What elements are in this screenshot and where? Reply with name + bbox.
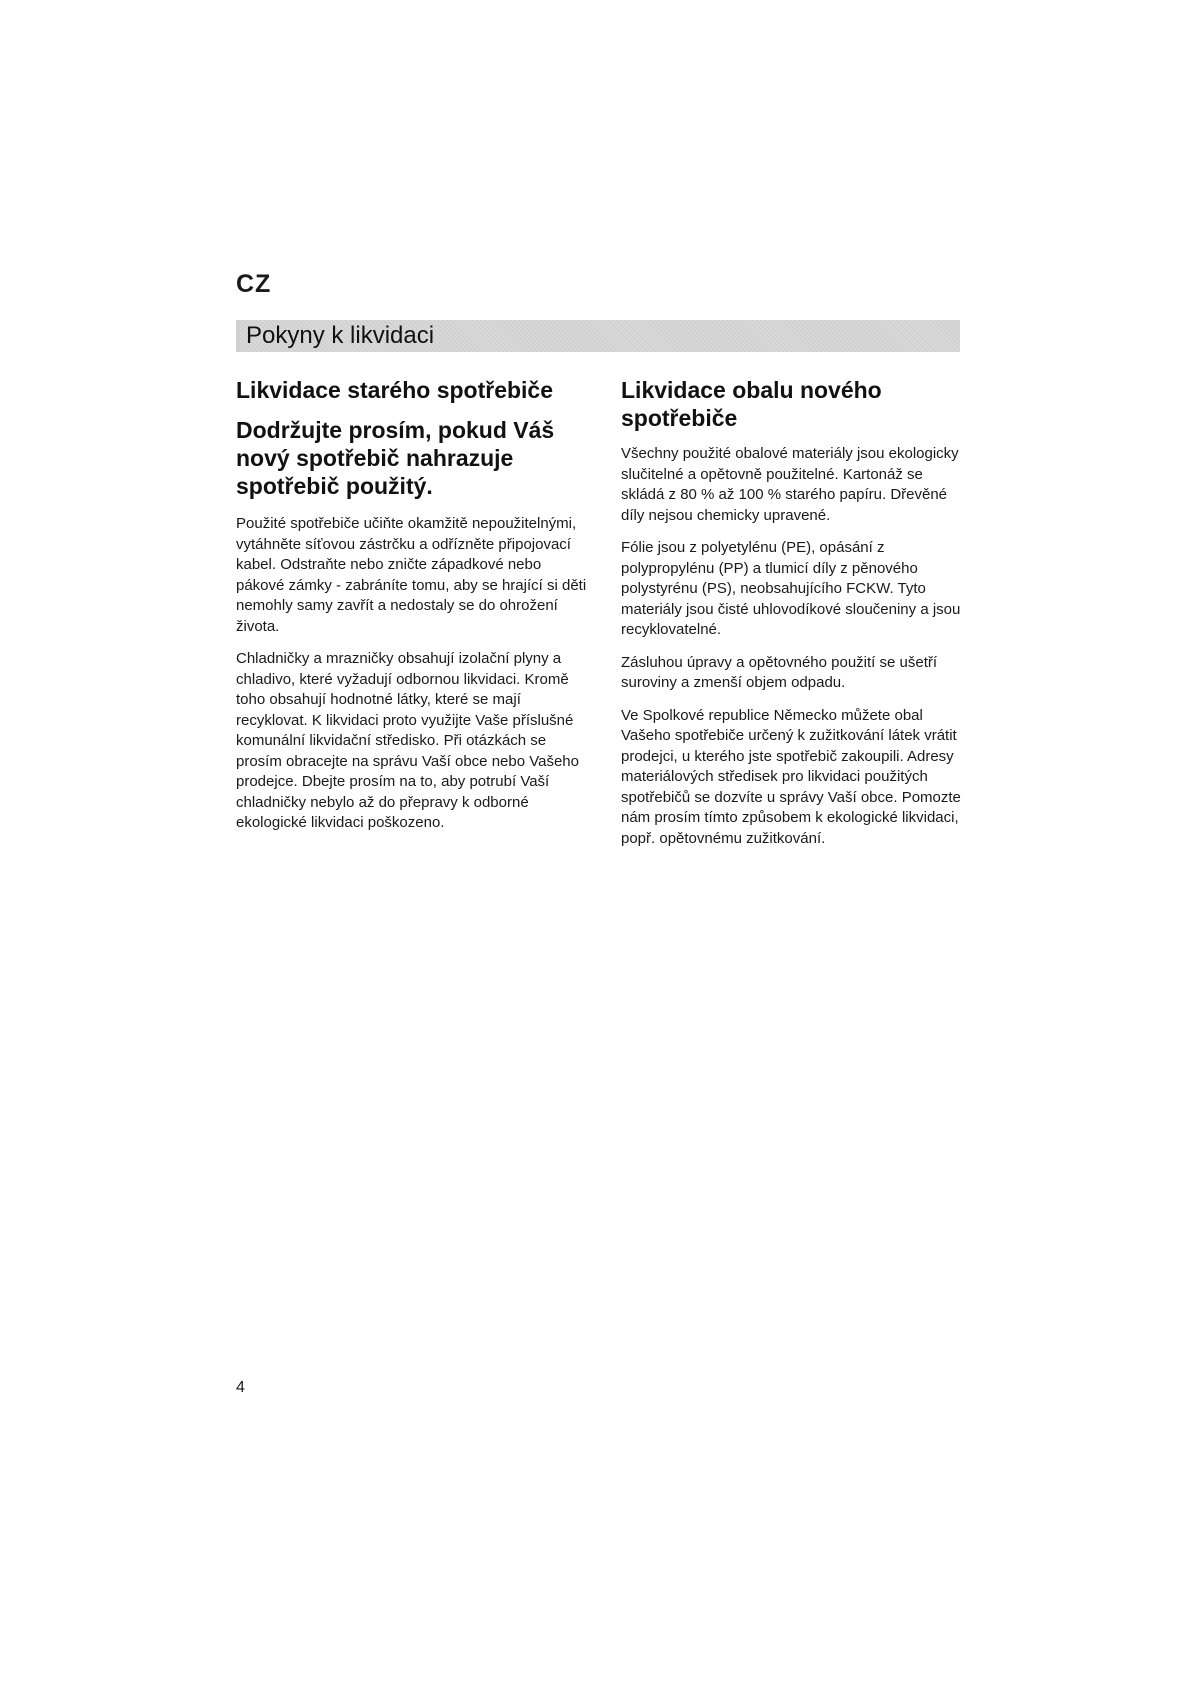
paragraph: Ve Spolkové republice Německo můžete obal Vašeho spotřebiče určený k zužitkování látek vrátit prodejci, u kterého jste spotřebič zakoupili. Adresy materiálových středisek pro likvidaci použitých spotřebičů se dozvíte u správy Vaší obce. Pomozte nám prosím tímto způsobem k ekologické likvidaci, popř. opětovnému zužitkování.	[621, 706, 961, 847]
paragraph: Použité spotřebiče učiňte okamžitě nepoužitelnými, vytáhněte síťovou zástrčku a odřízněte připojovací kabel. Odstraňte nebo zničte západkové nebo pákové zámky - zabráníte tomu, aby se hrající si děti nemohly samy zavřít a nedostaly se do ohrožení života.	[236, 515, 587, 635]
paragraph: Chladničky a mrazničky obsahují izolační plyny a chladivo, které vyžadují odbornou likvidaci. Kromě toho obsahují hodnotné látky, které se mají recyklovat. K likvidaci proto využijte Vaše příslušné komunální likvidační středisko. Při otázkách se prosím obracejte na správu Vaší obce nebo Vašeho prodejce. Dbejte prosím na to, aby potrubí Vaší chladničky nebylo až do přepravy k odborné ekologické likvidaci poškozeno.	[236, 650, 579, 831]
section-title: Pokyny k likvidaci	[246, 322, 435, 349]
old-appliance-subheading: Dodržujte prosím, pokud Váš nový spotřebič nahrazuje spotřebič použitý.	[236, 417, 555, 499]
language-code: CZ	[236, 270, 272, 298]
packaging-heading: Likvidace obalu nového spotřebiče	[621, 377, 882, 431]
right-column	[621, 376, 966, 861]
page-number: 4	[236, 1379, 245, 1396]
old-appliance-heading: Likvidace starého spotřebiče	[236, 377, 554, 403]
paragraph: Všechny použité obalové materiály jsou ekologicky slučitelné a opětovně použitelné. Kartonáž se skládá z 80 % až 100 % starého papíru. Dřevěné díly nejsou chemicky upravené.	[621, 445, 959, 524]
paragraph: Zásluhou úpravy a opětovného použití se ušetří suroviny a zmenší objem odpadu.	[621, 653, 938, 691]
left-column	[236, 376, 591, 846]
paragraph: Fólie jsou z polyetylénu (PE), opásání z polypropylénu (PP) a tlumicí díly z pěnového polystyrénu (PS), neobsahujícího FCKW. Tyto materiály jsou čisté uhlovodíkové sloučeniny a jsou recyklovatelné.	[621, 539, 961, 638]
section-banner	[236, 320, 960, 352]
